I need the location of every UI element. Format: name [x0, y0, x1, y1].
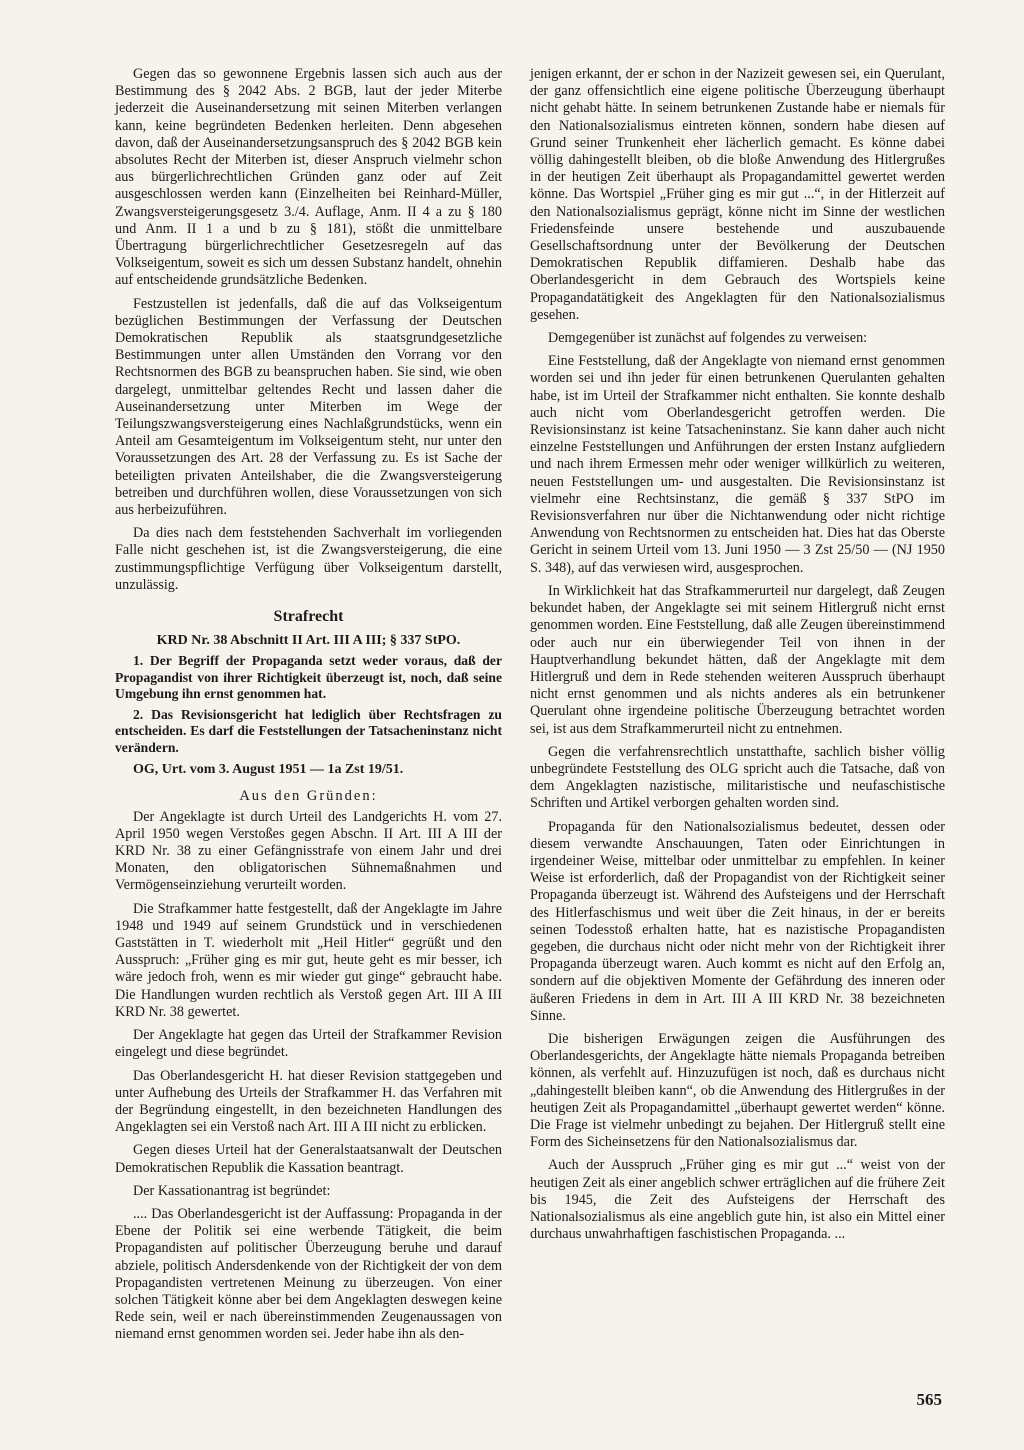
paragraph-continuation: jenigen erkannt, der er schon in der Nazizeit gewesen sei, ein Querulant, der ganz offensichtlich eine eigene politische Überzeugung überhaupt nicht gehabt hätte. In seinem betrunkenen Zustande habe er niemals für den Nationalsozialismus eintreten können, sondern habe diesen auf Grund seiner Trunkenheit eher lächerlich gemacht. Es könne dabei völlig dahingestellt bleiben, ob die bloße Anwendung des Hitlergrußes in der heutigen Zeit überhaupt als Propagandamittel gewertet werden könne. Das Wortspiel „Früher ging es mir gut ...“, in der Hitlerzeit auf den Nationalsozialismus geprägt, könne nicht im Sinne der westlichen Friedensfeinde unsere bestehende und auszubauende Gesellschaftsordnung unter der Bevölkerung der Deutschen Demokratischen Republik diffamieren. Deshalb habe das Oberlandesgericht in dem Gebrauch des Wortspiels keine Propagandatätigkeit des Angeklagten für den Nationalsozialismus gesehen.: [530, 66, 945, 323]
paragraph: Der Kassationantrag ist begründet:: [133, 1182, 331, 1199]
statute-reference: KRD Nr. 38 Abschnitt II Art. III A III; § 337 StPO.: [156, 633, 461, 649]
paragraph: Auch der Ausspruch „Früher ging es mir gut ...“ weist von der heutigen Zeit als einer angeblich schwer erträglichen auf die frühere Zeit bis 1945, die Zeit des Aufsteigens der Herrschaft des Nationalsozialismus als eine angeblich gute hin, ist also ein Mittel einer durchaus unwahrhaftigen faschistischen Propaganda. ...: [530, 1157, 945, 1243]
paragraph: In Wirklichkeit hat das Strafkammerurteil nur dargelegt, daß Zeugen bekundet haben, der Angeklagte sei mit seinem Hitlergruß nicht ernst genommen worden. Eine Feststellung, daß alle Zeugen übereinstimmend oder auch nur ein überwiegender Teil von ihnen in der Hauptverhandlung bekundet hätten, daß der Angeklagte mit dem Hitlergruß und dem in Rede stehenden weiteren Ausspruch überhaupt nicht ernst genommen und als nichts anderes als ein betrunkener Querulant ohne irgendeine politische Überzeugung betrachtet worden sei, ist aus dem Strafkammerurteil nicht zu entnehmen.: [530, 582, 945, 737]
paragraph: .... Das Oberlandesgericht ist der Auffassung: Propaganda in der Ebene der Politik sei eine werbende Tätigkeit, die beim Propagandisten auf politischer Überzeugung beruhe und darauf abziele, politisch Andersdenkende von der Richtigkeit der von dem Propagandisten vertretenen Meinung zu überzeugen. Von einer solchen Tätigkeit könne aber bei dem Angeklagten deswegen keine Rede sein, weil er nach übereinstimmenden Zeugenaussagen von niemand ernst genommen worden sei. Jeder habe ihn als den-: [115, 1205, 502, 1343]
paragraph: Gegen das so gewonnene Ergebnis lassen sich auch aus der Bestimmung des § 2042 Abs. 2 BGB, laut der jeder Miterbe jederzeit die Auseinandersetzung mit seinen Miterben verlangen kann, keine begründeten Bedenken herleiten. Denn abgesehen davon, daß der Auseinandersetzungsanspruch des § 2042 BGB kein absolutes Recht der Miterben ist, dieser Anspruch vielmehr schon aus bürgerlichrechtlichen Gründen ganz oder auf Zeit ausgeschlossen werden kann (Einzelheiten bei Reinhard-Müller, Zwangsversteigerungsgesetz 3./4. Auflage, Anm. II 4 a zu § 180 und Anm. II 1 a und b zu § 181), stößt die unmittelbare Übertragung bürgerlichrechtlicher Gesetzesregeln auf das Volkseigentum, soweit es sich um dessen Substanz handelt, ohnehin auf entscheidende grundsätzliche Bedenken.: [115, 66, 502, 289]
paragraph: Gegen dieses Urteil hat der Generalstaatsanwalt der Deutschen Demokratischen Republik die Kassation beantragt.: [115, 1142, 502, 1176]
paragraph: Eine Feststellung, daß der Angeklagte von niemand ernst genommen worden sei und ihn jeder für einen betrunkenen Querulanten gehalten habe, ist im Urteil der Strafkammer nicht enthalten. Sie konnte deshalb auch nicht vom Oberlandesgericht getroffen werden. Die Revisionsinstanz ist keine Tatsacheninstanz. Sie kann daher auch nicht einzelne Feststellungen und Anführungen der ersten Instanz aufgliedern und nach ihrem Ermessen mehr oder weniger willkürlich zu weiteren, neuen Feststellungen um- und ausgestalten. Die Revisionsinstanz ist vielmehr eine Rechtsinstanz, die gemäß § 337 StPO im Revisionsverfahren nur über die Nichtanwendung oder nicht richtige Anwendung von Rechtsnormen zu entscheiden hat. Dies hat das Oberste Gericht in seinem Urteil vom 13. Juni 1950 — 3 Zst 25/50 — (NJ 1950 S. 348), auf das verwiesen wird, ausgesprochen.: [530, 353, 945, 576]
headnote: 2. Das Revisionsgericht hat lediglich über Rechtsfragen zu entscheiden. Es darf die Feststellungen der Tatsacheninstanz nicht verändern.: [115, 706, 502, 756]
paragraph: Der Angeklagte hat gegen das Urteil der Strafkammer Revision eingelegt und diese begründet.: [115, 1027, 502, 1061]
paragraph: Die bisherigen Erwägungen zeigen die Ausführungen des Oberlandesgerichts, der Angeklagte hätte niemals Propaganda betreiben können, als verfehlt auf. Hinzuzufügen ist noch, daß es durchaus nicht „dahingestellt bleiben kann“, ob die Anwendung des Hitlergrußes in der heutigen Zeit als Propagandamittel „überhaupt gewertet werden“ könne. Die Frage ist vielmehr unbedingt zu bejahen. Der Hitlergruß stellt eine Form des Sicheinsetzens für den Nationalsozialismus dar.: [530, 1030, 945, 1151]
headnote: 1. Der Begriff der Propaganda setzt weder voraus, daß der Propagandist von ihrer Richtigkeit überzeugt ist, noch, daß seine Umgebung ihn ernst genommen hat.: [115, 653, 502, 702]
left-column: [115, 66, 502, 1350]
paragraph: Da dies nach dem feststehenden Sachverhalt im vorliegenden Falle nicht geschehen ist, ist die Zwangsversteigerung, die eine zustimmungspflichtige Verfügung über Volkseigentum darstellt, unzulässig.: [115, 525, 502, 593]
section-title: Strafrecht: [273, 608, 344, 626]
paragraph: Demgegenüber ist zunächst auf folgendes zu verweisen:: [548, 330, 868, 347]
paragraph: Der Angeklagte ist durch Urteil des Landgerichts H. vom 27. April 1950 wegen Verstoßes gegen Abschn. II Art. III A III der KRD Nr. 38 zu einer Gefängnisstrafe von einem Jahr und drei Monaten, den obligatorischen Sühnemaßnahmen und Vermögenseinziehung verurteilt worden.: [115, 808, 502, 894]
paragraph: Gegen die verfahrensrechtlich unstatthafte, sachlich bisher völlig unbegründete Feststellung des OLG spricht auch die Tatsache, daß von dem Angeklagten nazistische, militaristische und neufaschistische Schriften und Artikel verborgen gehalten worden sind.: [530, 743, 945, 812]
paragraph: Das Oberlandesgericht H. hat dieser Revision stattgegeben und unter Aufhebung des Urteils der Strafkammer H. das Verfahren mit der Begründung eingestellt, in den bezeichneten Handlungen des Angeklagten sei ein Verstoß nach Art. III A III nicht zu erblicken.: [115, 1067, 502, 1136]
right-column: [530, 66, 945, 1249]
paragraph: Festzustellen ist jedenfalls, daß die auf das Volkseigentum bezüglichen Bestimmungen der Verfassung der Deutschen Demokratischen Republik als staatsgrundgesetzliche Bestimmungen unter allen Umständen den Vorrang vor den Rechtsnormen des BGB zu beanspruchen haben. Sie sind, wie oben dargelegt, unmittelbar geltendes Recht und lassen daher die Auseinandersetzung unter Miterben im Wege der Teilungszwangsversteigerung eines Nachlaßgrundstücks, wenn ein Anteil am Gesamteigentum im Volkseigentum steht, nur unter den Voraussetzungen des Art. 28 der Verfassung zu. Es ist Sache der beteiligten privaten Anteilshaber, die die Zwangsversteigerung betreiben und durchführen wollen, diese Voraussetzungen von sich aus herbeizuführen.: [115, 295, 502, 519]
page-number: 565: [916, 1390, 942, 1409]
paragraph: Propaganda für den Nationalsozialismus bedeutet, dessen oder diesem verwandte Anschauungen, Taten oder Einrichtungen in irgendeiner Weise, mittelbar oder unmittelbar zu empfehlen. In keiner Weise ist erforderlich, daß der Propagandist von der Richtigkeit seiner Propaganda überzeugt ist. Während des Aufsteigens und der Herrschaft des Hitlerfaschismus und weit über die Zeit hinaus, in der er bereits seinen Todesstoß erhalten hatte, hat es nazistische Propagandisten gegeben, die durchaus nicht oder nicht mehr von der Richtigkeit ihrer Propaganda überzeugt waren. Auch kommt es nicht auf den Erfolg an, sondern auf die objektiven Momente der Gefährdung des inneren oder äußeren Friedens in dem in Art. III A III KRD Nr. 38 bezeichneten Sinne.: [530, 818, 945, 1024]
paragraph: Die Strafkammer hatte festgestellt, daß der Angeklagte im Jahre 1948 und 1949 auf seinem Grundstück und in verschiedenen Gaststätten in T. wiederholt mit „Heil Hitler“ gegrüßt und den Ausspruch: „Früher ging es mir gut, heute geht es mir besser, ich wäre jedoch froh, wenn es mir wieder gut ginge“ gebraucht habe. Die Handlungen wurden rechtlich als Verstoß gegen Art. III A III KRD Nr. 38 gewertet.: [115, 900, 502, 1020]
reasons-heading: Aus den Gründen:: [239, 787, 378, 804]
decision-citation: OG, Urt. vom 3. August 1951 — 1a Zst 19/51.: [133, 761, 404, 777]
